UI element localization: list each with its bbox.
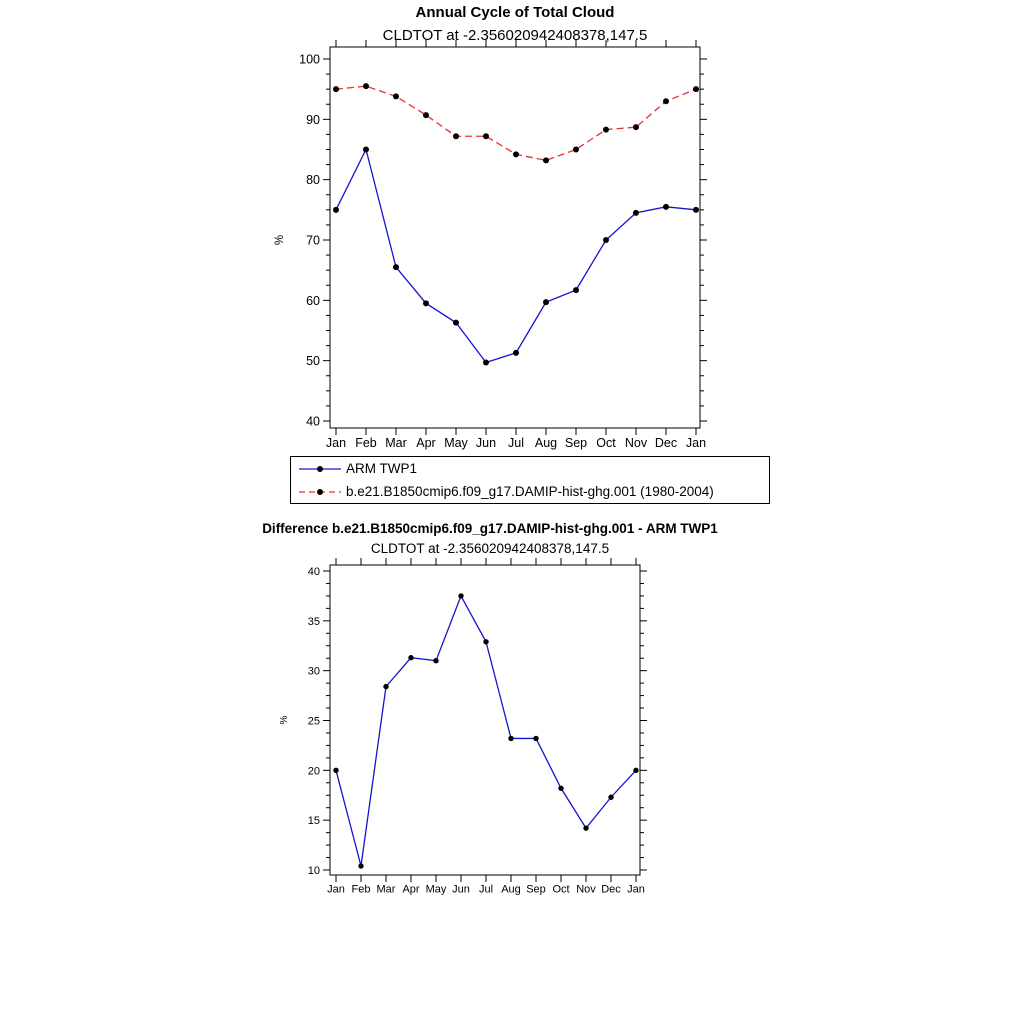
svg-text:Jan: Jan (685, 436, 707, 450)
top-chart-subtitle: CLDTOT at -2.356020942408378,147.5 (382, 27, 648, 44)
legend-entry-arm-twp1 (298, 458, 769, 479)
svg-text:Jan: Jan (327, 883, 345, 896)
svg-text:Sep: Sep (526, 883, 546, 896)
svg-text:Dec: Dec (654, 436, 678, 450)
svg-text:May: May (425, 883, 447, 896)
svg-text:Feb: Feb (355, 436, 377, 450)
svg-text:Jan: Jan (627, 883, 645, 896)
svg-text:20: 20 (307, 765, 320, 778)
svg-text:15: 15 (307, 815, 320, 828)
legend-box (290, 456, 770, 504)
svg-text:Jul: Jul (478, 883, 494, 896)
svg-text:Nov: Nov (624, 436, 648, 450)
svg-text:Jun: Jun (452, 883, 470, 896)
legend-label-0: ARM TWP1 (346, 461, 418, 476)
legend-marker-1 (317, 489, 323, 495)
svg-text:60: 60 (306, 293, 320, 308)
svg-text:70: 70 (306, 233, 320, 248)
svg-text:Aug: Aug (534, 436, 558, 450)
svg-text:Dec: Dec (601, 883, 621, 896)
svg-text:May: May (444, 436, 468, 450)
svg-text:25: 25 (307, 715, 320, 728)
svg-text:Sep: Sep (564, 436, 588, 450)
svg-text:30: 30 (307, 665, 320, 678)
svg-text:Mar: Mar (385, 436, 407, 450)
svg-text:40: 40 (307, 565, 320, 578)
top-chart-plot (250, 40, 770, 455)
svg-text:Feb: Feb (351, 883, 371, 896)
legend-sample-0-swatch (298, 463, 342, 475)
bottom-chart-title: Difference b.e21.B1850cmip6.f09_g17.DAMIP-hist-ghg.001 - ARM TWP1 (262, 521, 718, 536)
legend-label-1: b.e21.B1850cmip6.f09_g17.DAMIP-hist-ghg.001 (1980-2004) (346, 484, 714, 499)
svg-text:Apr: Apr (416, 436, 436, 450)
svg-text:35: 35 (307, 615, 320, 628)
svg-text:Jun: Jun (475, 436, 497, 450)
svg-text:Mar: Mar (376, 883, 396, 896)
svg-text:100: 100 (299, 52, 320, 67)
svg-text:80: 80 (306, 173, 320, 188)
svg-text:Jul: Jul (508, 436, 524, 450)
legend-entry-model (298, 481, 769, 502)
svg-text:90: 90 (306, 112, 320, 127)
svg-text:Jan: Jan (325, 436, 347, 450)
svg-text:50: 50 (306, 354, 320, 369)
bottom-chart-subtitle: CLDTOT at -2.356020942408378,147.5 (370, 541, 610, 556)
svg-text:%: % (274, 234, 286, 246)
svg-text:Aug: Aug (501, 883, 521, 896)
svg-text:%: % (279, 715, 290, 725)
legend-sample-1-swatch (298, 486, 342, 498)
svg-text:Oct: Oct (596, 436, 616, 450)
svg-text:10: 10 (307, 864, 320, 877)
svg-text:Apr: Apr (402, 883, 420, 896)
legend-marker-0 (317, 466, 323, 472)
svg-text:Oct: Oct (552, 883, 570, 896)
svg-text:Nov: Nov (576, 883, 596, 896)
top-chart-title: Annual Cycle of Total Cloud (415, 4, 615, 21)
svg-text:40: 40 (306, 414, 320, 429)
bottom-chart-plot (250, 560, 690, 895)
